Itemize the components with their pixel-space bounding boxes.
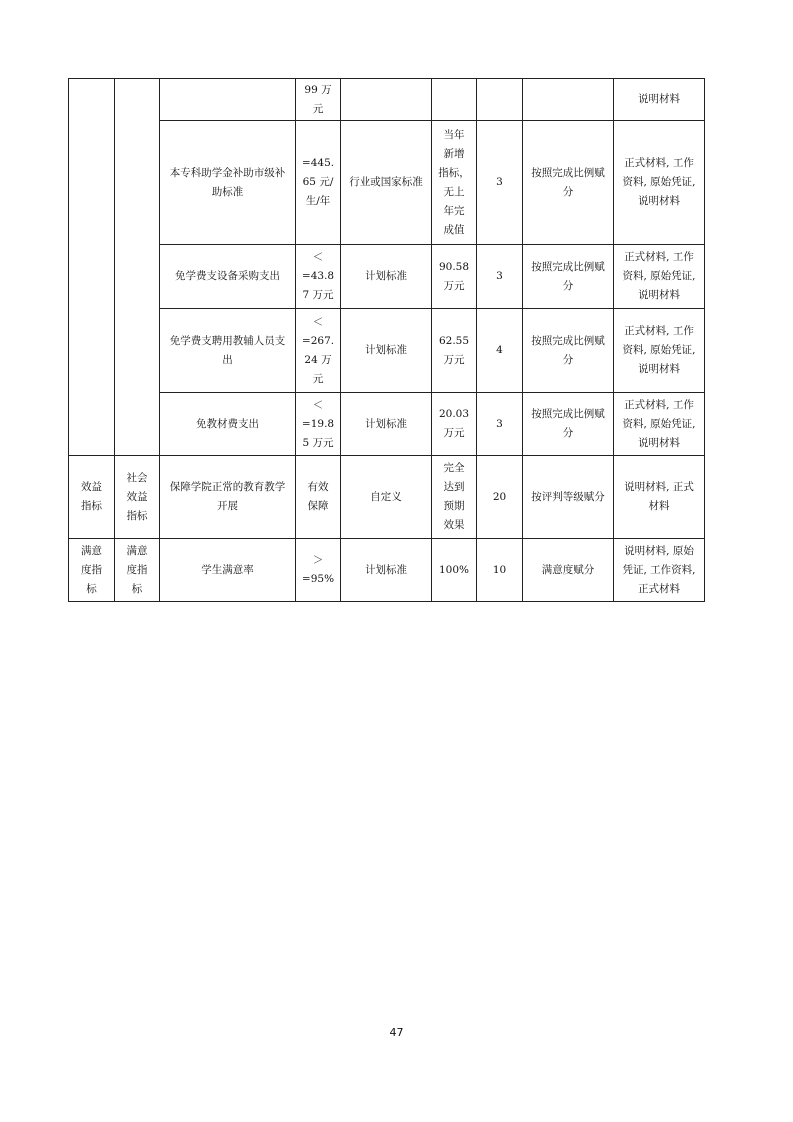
evidence-cell: 正式材料, 工作 资料, 原始凭证, 说明材料: [614, 309, 705, 393]
value-cell: 62.55 万元: [432, 309, 477, 393]
score-cell: 10: [477, 539, 523, 602]
basis-cell: 计划标准: [341, 309, 432, 393]
basis-cell: 计划标准: [341, 245, 432, 309]
value-cell: 100%: [432, 539, 477, 602]
method-cell: 按照完成比例赋 分: [523, 121, 614, 245]
basis-cell: 行业或国家标准: [341, 121, 432, 245]
value-cell: 完全 达到 预期 效果: [432, 456, 477, 539]
method-cell: 按评判等级赋分: [523, 456, 614, 539]
standard-cell: 有效 保障: [296, 456, 341, 539]
level2-cell: 满意 度指 标: [115, 539, 160, 602]
table-row: [69, 309, 705, 393]
standard-cell: =445. 65 元/ 生/年: [296, 121, 341, 245]
indicator-cell: 保障学院正常的教育教学 开展: [160, 456, 296, 539]
basis-cell: 计划标准: [341, 393, 432, 456]
method-cell: [523, 79, 614, 121]
value-cell: [432, 79, 477, 121]
evidence-cell: 说明材料: [614, 79, 705, 121]
level1-cell-empty: [69, 79, 115, 456]
table-row: [69, 393, 705, 456]
level2-cell: 社会 效益 指标: [115, 456, 160, 539]
indicator-cell: [160, 79, 296, 121]
indicator-cell: 免教材费支出: [160, 393, 296, 456]
level2-cell-empty: [115, 79, 160, 456]
basis-cell: 计划标准: [341, 539, 432, 602]
score-cell: 20: [477, 456, 523, 539]
level1-cell: 满意 度指 标: [69, 539, 115, 602]
indicator-cell: 免学费支设备采购支出: [160, 245, 296, 309]
evidence-cell: 正式材料, 工作 资料, 原始凭证, 说明材料: [614, 245, 705, 309]
table-row: [69, 79, 705, 121]
evidence-cell: 说明材料, 原始 凭证, 工作资料, 正式材料: [614, 539, 705, 602]
page-number: 47: [389, 1026, 404, 1039]
method-cell: 满意度赋分: [523, 539, 614, 602]
standard-cell: 99 万 元: [296, 79, 341, 121]
score-cell: 3: [477, 121, 523, 245]
evidence-cell: 正式材料, 工作 资料, 原始凭证, 说明材料: [614, 393, 705, 456]
method-cell: 按照完成比例赋 分: [523, 309, 614, 393]
indicator-cell: 学生满意率: [160, 539, 296, 602]
score-cell: 4: [477, 309, 523, 393]
table-row: [69, 539, 705, 602]
basis-cell: [341, 79, 432, 121]
evidence-cell: 正式材料, 工作 资料, 原始凭证, 说明材料: [614, 121, 705, 245]
table-row: [69, 456, 705, 539]
method-cell: 按照完成比例赋 分: [523, 393, 614, 456]
level1-cell: 效益 指标: [69, 456, 115, 539]
value-cell: 当年 新增 指标， 无上 年完 成值: [432, 121, 477, 245]
table-row: [69, 121, 705, 245]
standard-cell: ＜ =43.8 7 万元: [296, 245, 341, 309]
indicator-cell: 本专科助学金补助市级补 助标准: [160, 121, 296, 245]
score-cell: 3: [477, 393, 523, 456]
table-row: [69, 245, 705, 309]
standard-cell: ＜ =19.8 5 万元: [296, 393, 341, 456]
value-cell: 90.58 万元: [432, 245, 477, 309]
score-cell: 3: [477, 245, 523, 309]
standard-cell: ＞ =95%: [296, 539, 341, 602]
standard-cell: ＜ =267. 24 万 元: [296, 309, 341, 393]
score-cell: [477, 79, 523, 121]
evidence-cell: 说明材料, 正式 材料: [614, 456, 705, 539]
method-cell: 按照完成比例赋 分: [523, 245, 614, 309]
indicator-cell: 免学费支聘用教辅人员支 出: [160, 309, 296, 393]
value-cell: 20.03 万元: [432, 393, 477, 456]
basis-cell: 自定义: [341, 456, 432, 539]
performance-indicator-table: [68, 78, 705, 602]
